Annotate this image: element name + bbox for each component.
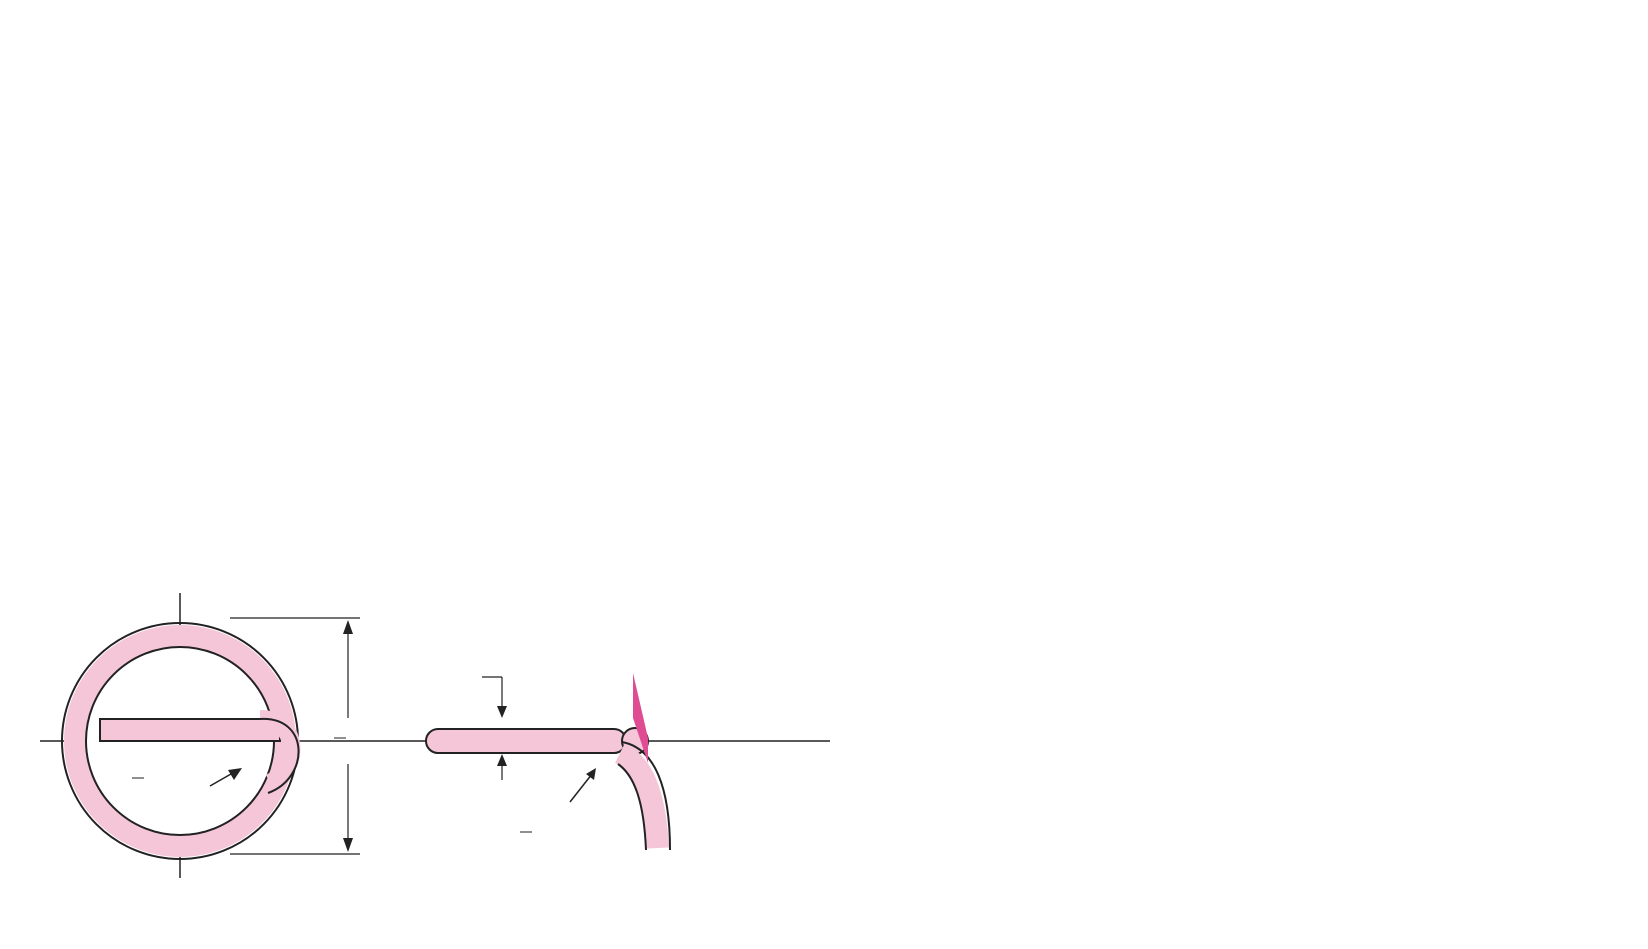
bend-radius-arrow (570, 774, 592, 802)
side-view-hook (426, 673, 670, 850)
end-view-loop (62, 623, 299, 859)
spring-figure (30, 588, 890, 888)
